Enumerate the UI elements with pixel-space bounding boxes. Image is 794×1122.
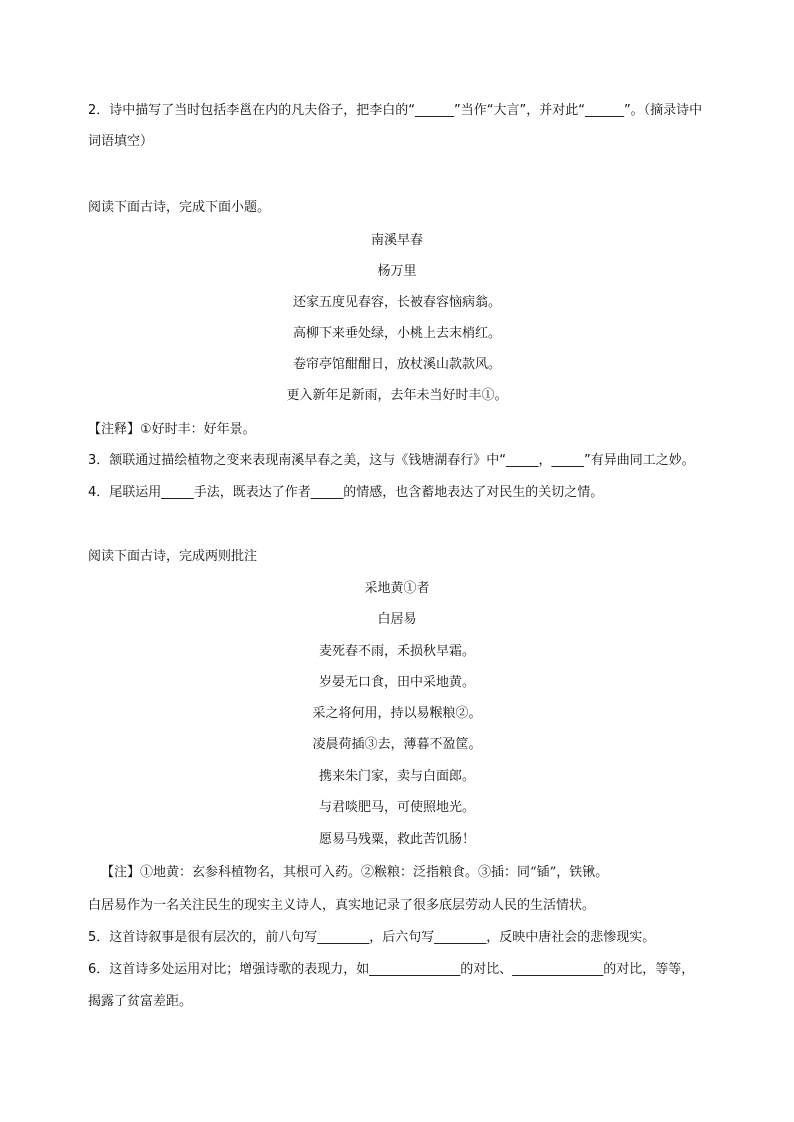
question-5: 5．这首诗叙事是很有层次的，前八句写________，后六句写________，反映中唐社会的悲惨现实。	[88, 930, 656, 945]
poem-2-line: 携来朱门家，卖与白面郎。	[318, 769, 475, 784]
question-2-line-1: 2．诗中描写了当时包括李邕在内的凡夫俗子，把李白的“______”当作“大言”，并对此“______”。（摘录诗中	[88, 103, 703, 118]
poem-2-line: 与君啖肥马，可使照地光。	[318, 800, 475, 815]
poem-2-line: 凌晨荷插③去，薄暮不盈筐。	[312, 737, 482, 752]
question-3: 3．颔联通过描绘植物之变来表现南溪早春之美，这与《钱塘湖春行》中“_____，_____”有异曲同工之妙。	[88, 453, 695, 468]
section-1-intro: 阅读下面古诗，完成下面小题。	[88, 200, 271, 215]
question-4: 4．尾联运用_____手法，既表达了作者_____的情感，也含蓄地表达了对民生的关切之情。	[88, 485, 604, 500]
question-6-line-1: 6．这首诗多处运用对比；增强诗歌的表现力，如______________的对比、______________的对比，等等，	[88, 962, 695, 977]
poem-2-line: 采之将何用，持以易糇粮②。	[312, 706, 482, 721]
poem-1-author: 杨万里	[377, 264, 417, 279]
poem-1-line: 还家五度见春容，长被春容恼病翁。	[292, 295, 501, 310]
poem-2-line: 麦死春不雨，禾损秋早霜。	[318, 644, 475, 659]
poem-1-line: 高柳下来垂处绿，小桃上去末梢红。	[292, 326, 501, 341]
poem-1-line: 卷帘亭馆酣酣日，放杖溪山款款风。	[292, 357, 501, 372]
poem-1-line: 更入新年足新雨，去年未当好时丰①。	[286, 388, 508, 403]
poem-2-line: 愿易马残粟，救此苦饥肠！	[318, 832, 475, 847]
poem-1-title: 南溪早春	[370, 233, 423, 248]
question-6-line-2: 揭露了贫富差距。	[88, 994, 193, 1009]
poem-2-context: 白居易作为一名关注民生的现实主义诗人，真实地记录了很多底层劳动人民的生活情状。	[88, 898, 596, 913]
section-2-intro: 阅读下面古诗，完成两则批注	[88, 549, 258, 564]
poem-2-note: 【注】①地黄：玄参科植物名，其根可入药。②糇粮：泛指粮食。③插：同“锸”，铁锹。	[101, 865, 609, 880]
poem-1-note: 【注释】①好时丰：好年景。	[88, 422, 256, 437]
poem-2-line: 岁晏无口食，田中采地黄。	[318, 675, 475, 690]
poem-2-author: 白居易	[377, 612, 417, 627]
poem-2-title: 采地黄①者	[364, 581, 430, 596]
question-2-line-2: 词语填空）	[88, 134, 154, 149]
